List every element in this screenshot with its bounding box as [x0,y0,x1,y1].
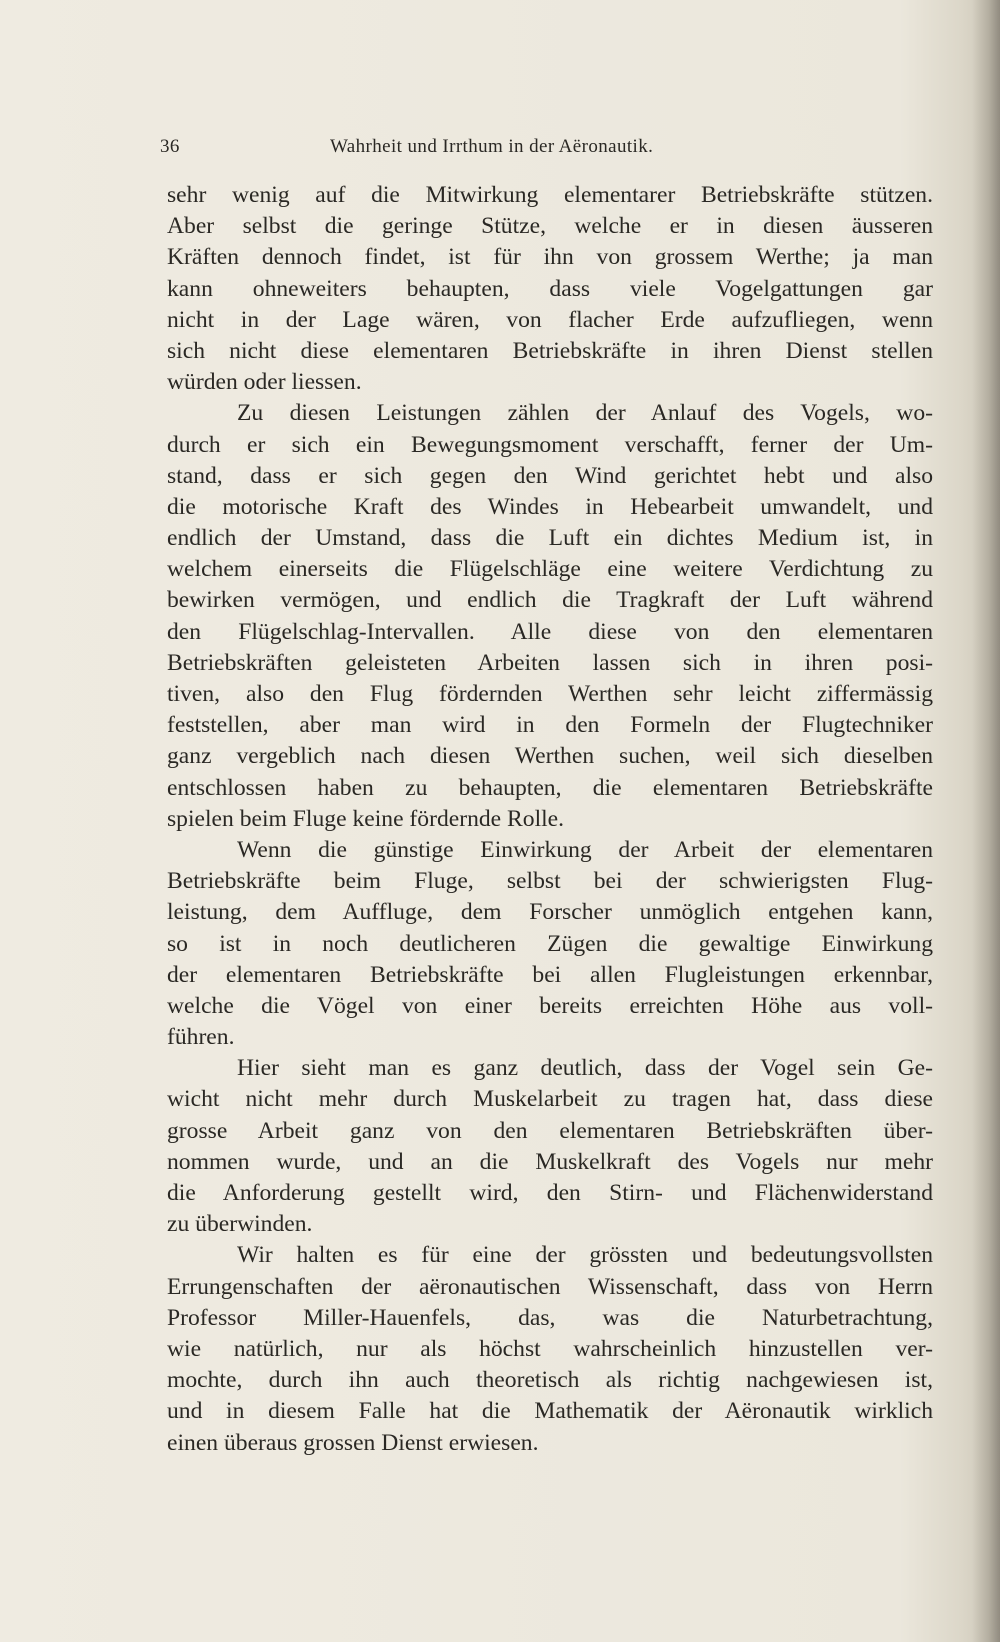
text-line: Wenn die günstige Einwirkung der Arbeit der elementaren [237,836,933,863]
text-line: zu überwinden. [167,1211,313,1238]
text-line: Wir halten es für eine der grössten und bedeutungsvollsten [237,1242,933,1269]
text-line: leistung, dem Auffluge, dem Forscher unmöglich entgehen kann, [167,899,933,926]
paragraph [167,180,933,398]
text-line: führen. [167,1024,235,1051]
text-line: stand, dass er sich gegen den Wind gerichtet hebt und also [167,462,933,489]
text-line: den Flügelschlag-Intervallen. Alle diese von den elementaren [167,618,933,645]
text-line: der elementaren Betriebskräfte bei allen Flugleistungen erkennbar, [167,961,933,988]
text-line: würden oder liessen. [167,369,362,396]
text-line: feststellen, aber man wird in den Formeln der Flugtechniker [167,712,933,739]
text-line: Hier sieht man es ganz deutlich, dass der Vogel sein Ge- [237,1055,933,1082]
text-line: sich nicht diese elementaren Betriebskräfte in ihren Dienst stellen [167,337,933,364]
running-head [160,136,760,162]
text-line: entschlossen haben zu behaupten, die elementaren Betriebskräfte [167,774,933,801]
text-line: bewirken vermögen, und endlich die Tragkraft der Luft während [167,587,933,614]
text-line: Betriebskräften geleisteten Arbeiten lassen sich in ihren posi- [167,649,933,676]
text-line: wie natürlich, nur als höchst wahrscheinlich hinzustellen ver- [167,1335,933,1362]
text-line: sehr wenig auf die Mitwirkung elementarer Betriebskräfte stützen. [167,182,933,208]
running-head-title: Wahrheit und Irrthum in der Aëronautik. [330,136,654,157]
paragraph [167,1240,933,1458]
text-line: nommen wurde, und an die Muskelkraft des Vogels nur mehr [167,1148,933,1175]
text-line: und in diesem Falle hat die Mathematik der Aëronautik wirklich [167,1398,933,1425]
text-line: spielen beim Fluge keine fördernde Rolle. [167,805,565,832]
text-line: Aber selbst die geringe Stütze, welche er in diesen äusseren [167,213,933,240]
text-line: Kräften dennoch findet, ist für ihn von grossem Werthe; ja man [167,244,933,271]
paragraph [167,398,933,835]
text-line: die motorische Kraft des Windes in Hebearbeit umwandelt, und [167,493,933,520]
text-line: Errungenschaften der aëronautischen Wissenschaft, dass von Herrn [167,1273,933,1300]
text-line: Zu diesen Leistungen zählen der Anlauf des Vogels, wo- [237,400,933,427]
body-text [167,180,933,1459]
text-line: Betriebskräfte beim Fluge, selbst bei der schwierigsten Flug- [167,868,933,895]
text-line: ganz vergeblich nach diesen Werthen suchen, weil sich dieselben [167,743,933,770]
text-line: welchem einerseits die Flügelschläge eine weitere Verdichtung zu [167,556,933,583]
text-line: durch er sich ein Bewegungsmoment verschafft, ferner der Um- [167,431,933,458]
text-line: Professor Miller-Hauenfels, das, was die Naturbetrachtung, [167,1304,933,1331]
text-line: einen überaus grossen Dienst erwiesen. [167,1429,539,1456]
text-line: grosse Arbeit ganz von den elementaren Betriebskräften über- [167,1117,933,1144]
text-line: mochte, durch ihn auch theoretisch als richtig nachgewiesen ist, [167,1367,933,1394]
text-line: welche die Vögel von einer bereits erreichten Höhe aus voll- [167,992,933,1019]
text-line: endlich der Umstand, dass die Luft ein dichtes Medium ist, in [167,525,933,552]
text-line: die Anforderung gestellt wird, den Stirn- und Flächenwiderstand [167,1180,933,1206]
paragraph [167,1053,933,1240]
paragraph [167,835,933,1053]
text-line: wicht nicht mehr durch Muskelarbeit zu tragen hat, dass diese [167,1086,933,1113]
text-line: tiven, also den Flug fördernden Werthen sehr leicht ziffermässig [167,681,933,707]
text-line: so ist in noch deutlicheren Zügen die gewaltige Einwirkung [167,930,933,957]
page-number: 36 [160,136,180,157]
text-line: kann ohneweiters behaupten, dass viele Vogelgattungen gar [167,275,933,302]
text-line: nicht in der Lage wären, von flacher Erde aufzufliegen, wenn [167,306,933,333]
page-edge-shadow [972,0,1000,1642]
